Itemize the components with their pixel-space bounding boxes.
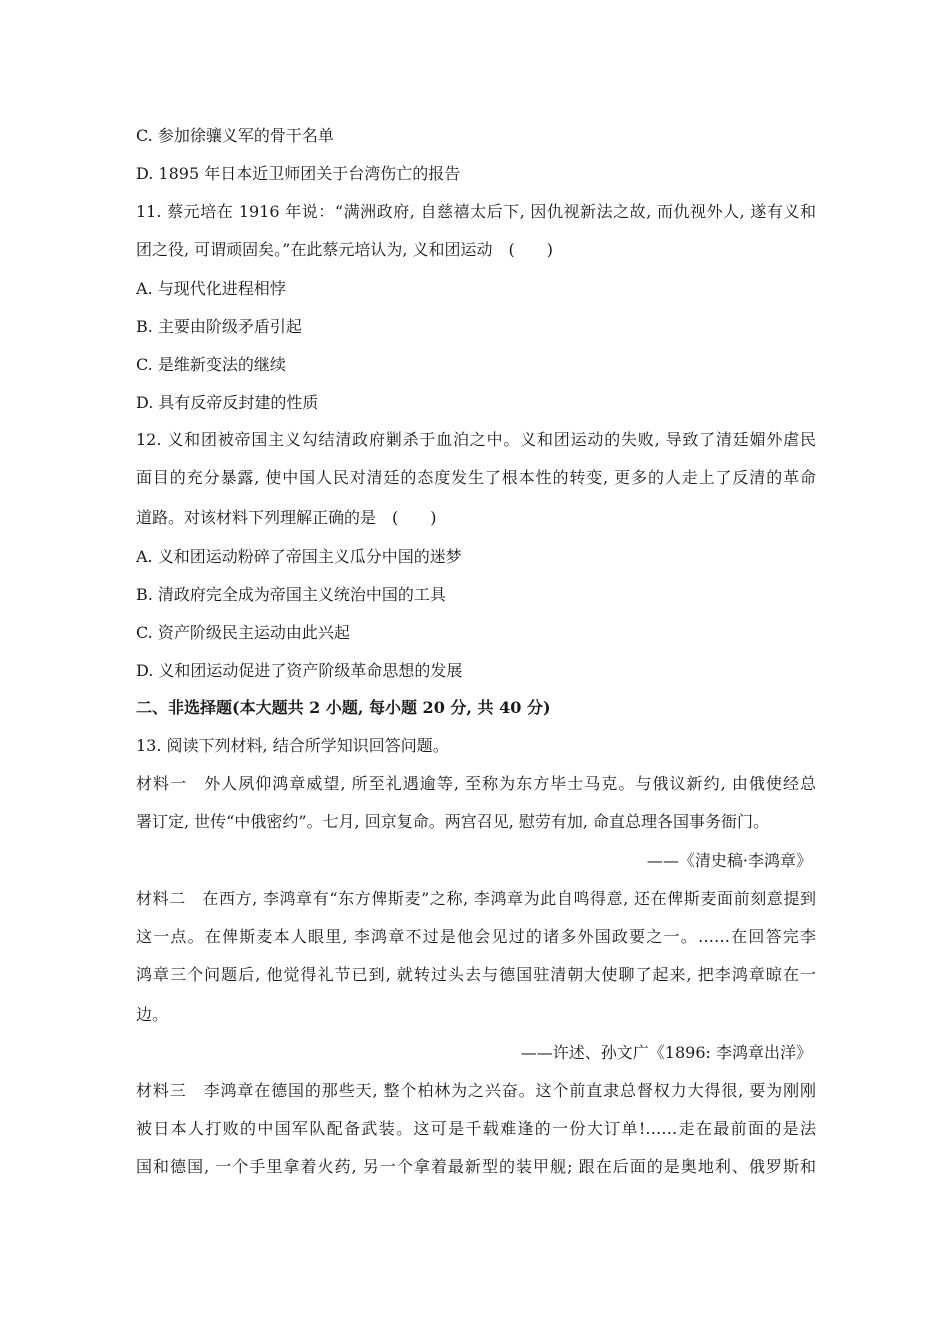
q10-option-d: D. 1895 年日本近卫师团关于台湾伤亡的报告 bbox=[136, 164, 461, 183]
q11-option-d: D. 具有反帝反封建的性质 bbox=[136, 393, 319, 412]
q12-option-c: C. 资产阶级民主运动由此兴起 bbox=[136, 623, 350, 642]
q11-option-a: A. 与现代化进程相悖 bbox=[136, 279, 286, 298]
q13-material2-line4: 边。 bbox=[136, 1005, 169, 1024]
q12-option-b: B. 清政府完全成为帝国主义统治中国的工具 bbox=[136, 585, 446, 604]
q11-option-c: C. 是维新变法的继续 bbox=[136, 355, 286, 374]
q13-material1-source: ——《清史稿·李鸿章》 bbox=[646, 851, 812, 870]
q11-stem-line2: 团之役, 可谓顽固矣。”在此蔡元培认为, 义和团运动 ( ) bbox=[136, 240, 554, 259]
q13-material3-line2: 被日本人打败的中国军队配备武装。这可是千载难逢的一份大订单!……走在最前面的是法 bbox=[136, 1119, 816, 1138]
q11-option-b: B. 主要由阶级矛盾引起 bbox=[136, 317, 302, 336]
section2-heading: 二、非选择题(本大题共 2 小题, 每小题 20 分, 共 40 分) bbox=[136, 698, 551, 717]
q11-stem-line1: 11. 蔡元培在 1916 年说：“满洲政府, 自慈禧太后下, 因仇视新法之故, 而仇视外人, 遂有义和 bbox=[136, 202, 816, 221]
q12-option-d: D. 义和团运动促进了资产阶级革命思想的发展 bbox=[136, 661, 463, 680]
q13-material2-source: ——许述、孙文广《1896: 李鸿章出洋》 bbox=[520, 1043, 812, 1062]
q13-material3-line1: 材料三 李鸿章在德国的那些天, 整个柏林为之兴奋。这个前直隶总督权力大得很, 要为刚刚 bbox=[136, 1081, 816, 1100]
q13-material2-line2: 这一点。在俾斯麦本人眼里, 李鸿章不过是他会见过的诸多外国政要之一。……在回答完李 bbox=[136, 927, 816, 946]
q13-material2-line3: 鸿章三个问题后, 他觉得礼节已到, 就转过头去与德国驻清朝大使聊了起来, 把李鸿章晾在一 bbox=[136, 965, 816, 984]
q12-stem-line1: 12. 义和团被帝国主义勾结清政府剿杀于血泊之中。义和团运动的失败, 导致了清廷媚外虐民 bbox=[136, 430, 816, 449]
q10-option-c: C. 参加徐骧义军的骨干名单 bbox=[136, 126, 334, 145]
q13-material1-line2: 署订定, 世传“中俄密约”。七月, 回京复命。两宫召见, 慰劳有加, 命直总理各国事务衙门。 bbox=[136, 812, 770, 831]
q13-material2-line1: 材料二 在西方, 李鸿章有“东方俾斯麦”之称, 李鸿章为此自鸣得意, 还在俾斯麦面前刻意提到 bbox=[136, 889, 816, 908]
q12-option-a: A. 义和团运动粉碎了帝国主义瓜分中国的迷梦 bbox=[136, 547, 462, 566]
q13-material1-line1: 材料一 外人夙仰鸿章威望, 所至礼遇逾等, 至称为东方毕士马克。与俄议新约, 由俄使经总 bbox=[136, 774, 816, 793]
q12-stem-line3: 道路。对该材料下列理解正确的是 ( ) bbox=[136, 508, 437, 527]
q12-stem-line2: 面目的充分暴露, 使中国人民对清廷的态度发生了根本性的转变, 更多的人走上了反清的革命 bbox=[136, 468, 816, 487]
q13-material3-line3: 国和德国, 一个手里拿着火药, 另一个拿着最新型的装甲舰; 跟在后面的是奥地利、俄罗斯和 bbox=[136, 1157, 816, 1176]
q13-stem: 13. 阅读下列材料, 结合所学知识回答问题。 bbox=[136, 736, 449, 755]
